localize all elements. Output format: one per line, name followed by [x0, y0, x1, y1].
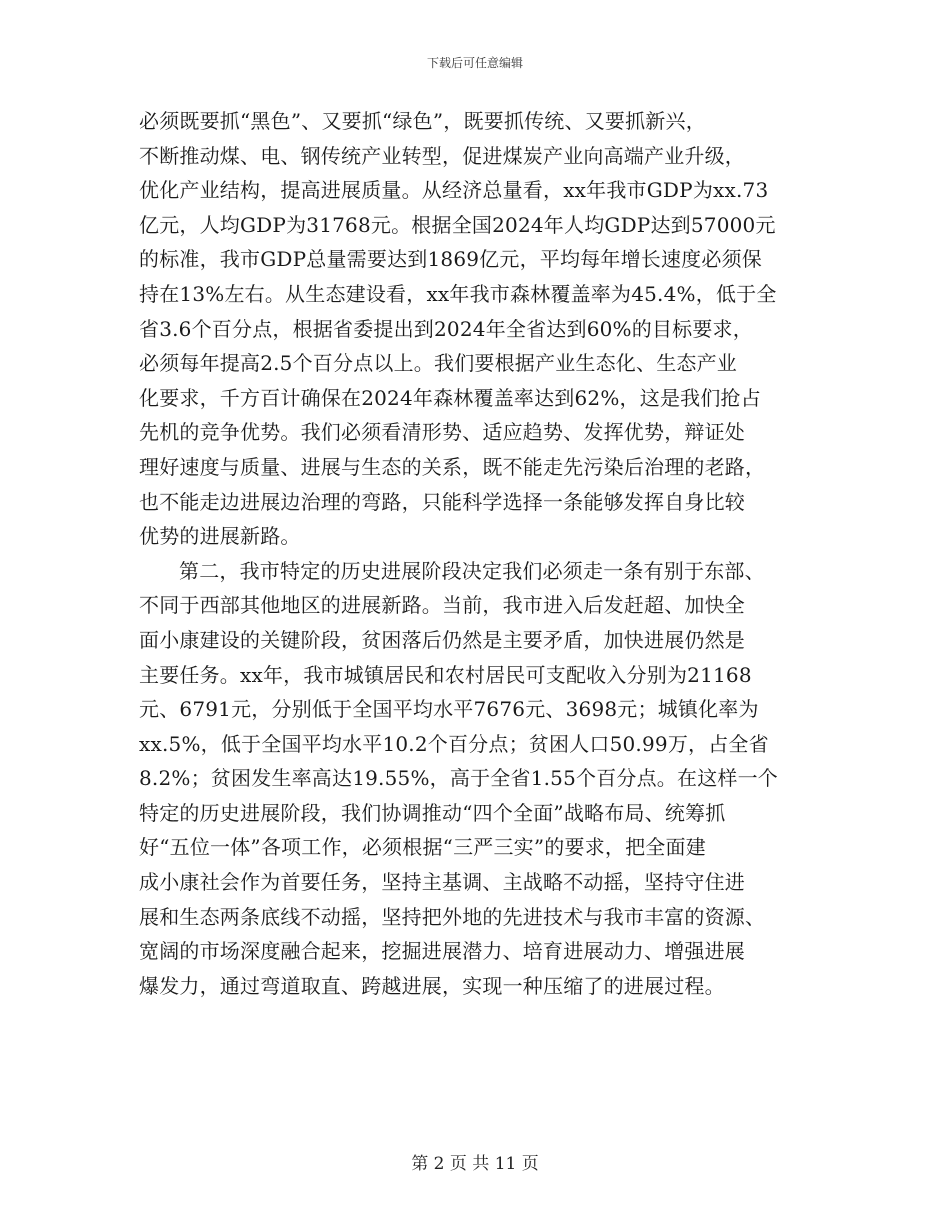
text-line: 元、6791元，分别低于全国平均水平7676元、3698元；城镇化率为 [139, 697, 759, 722]
text-line: 理好速度与质量、进展与生态的关系，既不能走先污染后治理的老路， [139, 454, 766, 479]
page-number: 第 2 页 共 11 页 [411, 1154, 539, 1174]
text-line: 宽阔的市场深度融合起来，挖掘进展潜力、培育进展动力、增强进展 [139, 939, 745, 964]
text-line: 爆发力，通过弯道取直、跨越进展，实现一种压缩了的进展过程。 [139, 973, 725, 998]
text-line: 持在13%左右。从生态建设看，xx年我市森林覆盖率为45.4%，低于全 [139, 281, 777, 306]
page-footer [0, 1153, 950, 1175]
text-line: 必须既要抓“黑色”、又要抓“绿色”，既要抓传统、又要抓新兴， [139, 109, 706, 133]
page-header [0, 55, 950, 71]
text-line: 的标准，我市GDP总量需要达到1869亿元，平均每年增长速度必须保 [139, 247, 762, 272]
text-line: 主要任务。xx年，我市城镇居民和农村居民可支配收入分别为21168 [139, 662, 752, 687]
text-line: 8.2%；贫困发生率高达19.55%，高于全省1.55个百分点。在这样一个 [139, 766, 779, 791]
text-line: 不断推动煤、电、钢传统产业转型，促进煤炭产业向高端产业升级， [139, 143, 745, 168]
text-line: 成小康社会作为首要任务，坚持主基调、主战略不动摇，坚持守住进 [139, 870, 745, 895]
text-line: 先机的竞争优势。我们必须看清形势、适应趋势、发挥优势，辩证处 [139, 420, 745, 445]
header-note: 下载后可任意编辑 [426, 56, 523, 70]
text-line: 面小康建设的关键阶段，贫困落后仍然是主要矛盾，加快进展仍然是 [139, 627, 745, 652]
text-line: 优势的进展新路。 [139, 524, 301, 549]
text-line: 必须每年提高2.5个百分点以上。我们要根据产业生态化、生态产业 [139, 351, 738, 376]
text-line: 化要求，千方百计确保在2024年森林覆盖率达到62%，这是我们抢占 [139, 385, 761, 410]
text-line: 展和生态两条底线不动摇，坚持把外地的先进技术与我市丰富的资源、 [139, 904, 766, 929]
document-body [139, 104, 811, 1003]
text-line: 亿元，人均GDP为31768元。根据全国2024年人均GDP达到57000元 [139, 212, 776, 237]
text-line: 不同于西部其他地区的进展新路。当前，我市进入后发赶超、加快全 [139, 593, 745, 618]
text-line: 好“五位一体”各项工作，必须根据“三严三实”的要求，把全面建 [139, 835, 706, 860]
text-line: xx.5%，低于全国平均水平10.2个百分点；贫困人口50.99万，占全省 [139, 731, 769, 756]
paragraph-start-line: 第二，我市特定的历史进展阶段决定我们必须走一条有别于东部、 [179, 558, 765, 583]
text-line: 省3.6个百分点，根据省委提出到2024年全省达到60%的目标要求， [139, 316, 753, 341]
text-line: 优化产业结构，提高进展质量。从经济总量看，xx年我市GDP为xx.73 [139, 178, 769, 203]
text-line: 也不能走边进展边治理的弯路，只能科学选择一条能够发挥自身比较 [139, 489, 745, 514]
text-line: 特定的历史进展阶段，我们协调推动“四个全面”战略布局、统筹抓 [139, 800, 726, 825]
